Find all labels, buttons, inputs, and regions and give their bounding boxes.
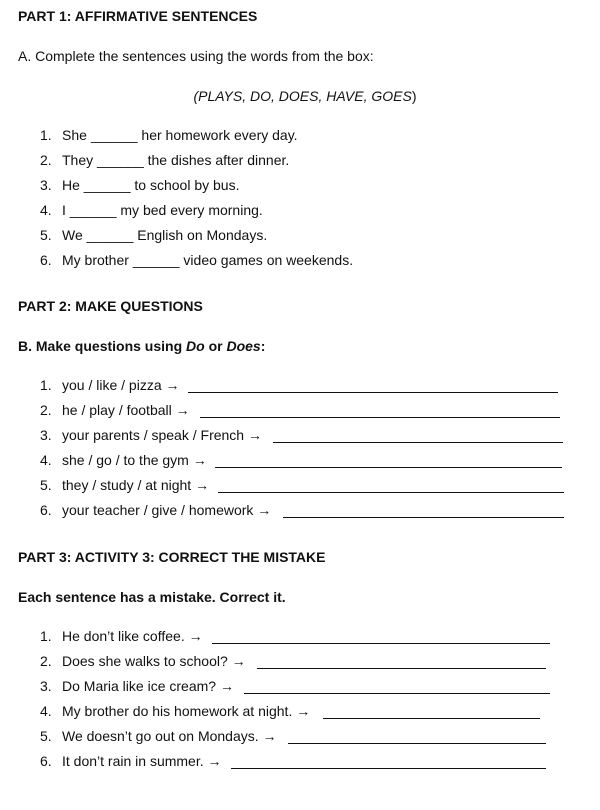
part3-item-4 [40,703,310,719]
word-box-words: (PLAYS, DO, DOES, HAVE, GOES [193,88,412,104]
item-after: my bed every morning. [120,202,263,218]
answer-line[interactable] [212,643,550,644]
part3-item-5 [40,728,277,744]
item-prompt: your teacher / give / homework → [62,502,272,518]
answer-line[interactable] [218,492,564,493]
item-prompt: My brother do his homework at night. → [62,703,311,719]
part2-instruction [18,338,265,354]
item-before: He [62,177,80,193]
part2-item-1 [40,377,180,393]
answer-line[interactable] [188,392,558,393]
item-blank[interactable]: ______ [69,202,117,218]
item-before: We [62,227,83,243]
part1-item-1 [40,127,298,143]
part3-item-6 [40,753,222,769]
item-before: She [62,127,87,143]
part3-instruction: Each sentence has a mistake. Correct it. [18,589,286,605]
item-prompt: He don’t like coffee. → [62,628,203,644]
answer-line[interactable] [288,743,546,744]
item-number: 4. [40,452,52,468]
answer-line[interactable] [273,442,563,443]
part1-item-3 [40,177,239,193]
part2-item-2 [40,402,190,418]
part1-instruction: A. Complete the sentences using the words from the box: [18,48,374,64]
item-number: 3. [40,427,52,443]
item-number: 2. [40,152,52,168]
instruction-suffix: : [260,338,266,354]
item-blank[interactable]: ______ [132,252,180,268]
instruction-does: Does [226,338,261,354]
item-number: 6. [40,502,52,518]
item-number: 5. [40,227,52,243]
item-number: 2. [40,653,52,669]
item-prompt: Do Maria like ice cream? → [62,678,234,694]
item-blank[interactable]: ______ [90,127,138,143]
item-number: 6. [40,252,52,268]
item-prompt: you / like / pizza → [62,377,180,393]
item-number: 5. [40,477,52,493]
answer-line[interactable] [200,417,560,418]
item-after: her homework every day. [141,127,298,143]
part3-heading: PART 3: ACTIVITY 3: CORRECT THE MISTAKE [18,549,326,565]
part1-item-2 [40,152,289,168]
item-after: to school by bus. [134,177,240,193]
part2-item-4 [40,452,207,468]
word-box-close: ) [411,88,417,104]
item-prompt: We doesn’t go out on Mondays. → [62,728,277,744]
item-number: 3. [40,678,52,694]
item-prompt: they / study / at night → [62,477,210,493]
word-box [0,88,600,104]
item-before: My brother [62,252,129,268]
item-number: 5. [40,728,52,744]
item-number: 4. [40,703,52,719]
item-number: 1. [40,377,52,393]
answer-line[interactable] [215,467,562,468]
part1-item-5 [40,227,267,243]
item-blank[interactable]: ______ [97,152,144,168]
part1-item-6 [40,252,353,268]
part3-item-1 [40,628,203,644]
item-after: video games on weekends. [183,252,354,268]
part2-item-6 [40,502,271,518]
item-after: English on Mondays. [137,227,268,243]
item-before: I [62,202,66,218]
item-prompt: he / play / football → [62,402,190,418]
part2-item-5 [40,477,209,493]
item-blank[interactable]: ______ [83,177,131,193]
part3-item-2 [40,653,246,669]
item-number: 6. [40,753,52,769]
answer-line[interactable] [323,718,540,719]
part1-heading: PART 1: AFFIRMATIVE SENTENCES [18,8,258,24]
item-blank[interactable]: ______ [86,227,134,243]
item-prompt: It don’t rain in summer. → [62,753,222,769]
item-number: 1. [40,127,52,143]
answer-line[interactable] [244,693,550,694]
item-prompt: Does she walks to school? → [62,653,246,669]
item-before: They [62,152,94,168]
part2-heading: PART 2: MAKE QUESTIONS [18,298,203,314]
item-prompt: your parents / speak / French → [62,427,262,443]
item-number: 1. [40,628,52,644]
item-prompt: she / go / to the gym → [62,452,207,468]
item-after: the dishes after dinner. [147,152,290,168]
answer-line[interactable] [283,517,564,518]
answer-line[interactable] [231,768,546,769]
answer-line[interactable] [257,668,546,669]
item-number: 2. [40,402,52,418]
part1-item-4 [40,202,263,218]
instruction-do: Do [186,338,205,354]
instruction-or: or [204,338,227,354]
part2-item-3 [40,427,262,443]
item-number: 4. [40,202,52,218]
instruction-prefix: B. Make questions using [18,338,187,354]
item-number: 3. [40,177,52,193]
part3-item-3 [40,678,234,694]
